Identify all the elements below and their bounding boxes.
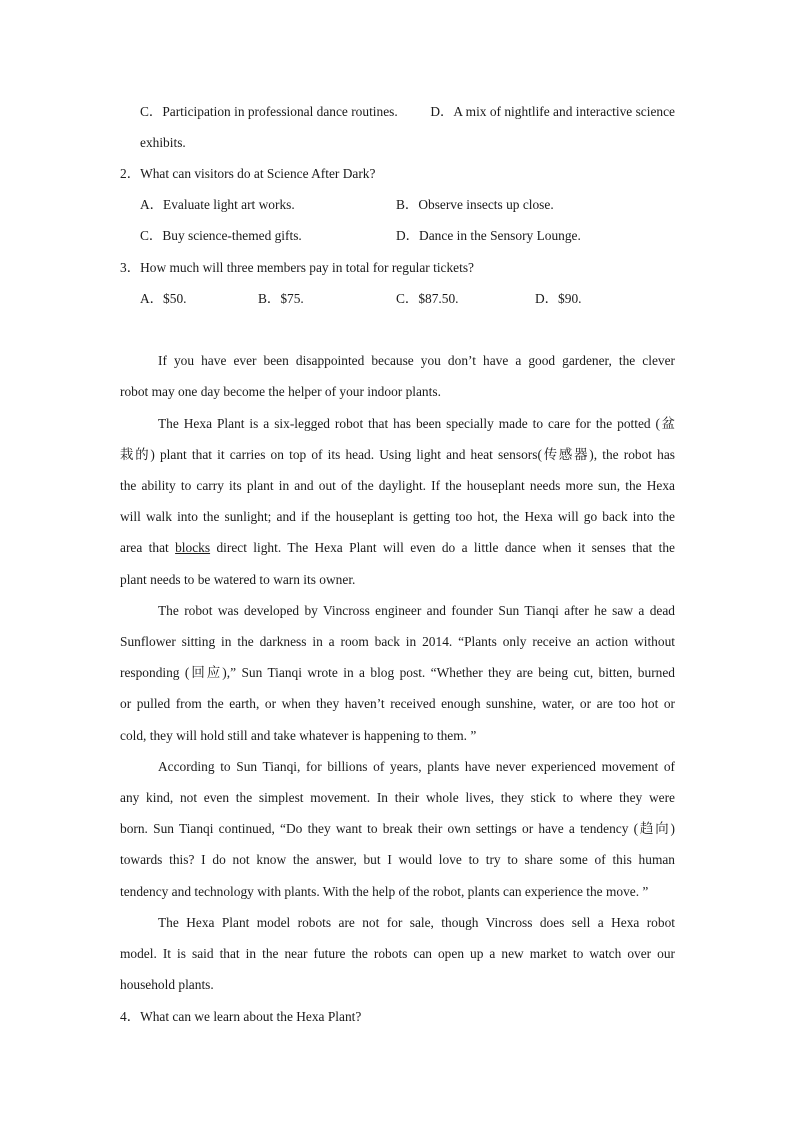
passage-p4-line4: towards this? I do not know the answer, but I would love to try to share some of this human [120,852,675,867]
passage-p2-line5 [120,540,675,556]
passage-p1-line2: robot may one day become the helper of your indoor plants. [120,384,441,399]
passage-p2-line4: will walk into the sunlight; and if the houseplant is getting too hot, the Hexa will go back into the [120,509,675,524]
passage-p3-line5: cold, they will hold still and take whatever is happening to them. ” [120,728,477,743]
q2-option-d: D．Dance in the Sensory Lounge. [396,228,581,243]
passage-p5-line3: household plants. [120,977,214,992]
passage-p2-line2: 栽的) plant that it carries on top of its head. Using light and heat sensors(传感器), the robot has [120,447,675,462]
passage-p2-line3: the ability to carry its plant in and out of the daylight. If the houseplant needs more sun, the Hexa [120,478,675,493]
q1-option-d: D．A mix of nightlife and interactive science [430,104,675,119]
passage-p2-line5-a: area that [120,540,176,555]
q3-option-a: A．$50. [140,291,187,306]
passage-p5-line2: model. It is said that in the near future the robots can open up a new market to watch over our [120,946,675,961]
passage-p3-line4: or pulled from the earth, or when they haven’t received enough sunshine, water, or are too hot or [120,696,675,711]
passage-p4-line2: any kind, not even the simplest movement. In their whole lives, they stick to where they were [120,790,675,805]
passage-p3-line3: responding (回应),” Sun Tianqi wrote in a blog post. “Whether they are being cut, bitten, burned [120,665,675,680]
passage-p2-line6: plant needs to be watered to warn its owner. [120,572,356,587]
underlined-word-blocks: blocks [175,540,211,555]
q1-option-c: C．Participation in professional dance routines. [140,104,398,119]
passage-p3-line1: The robot was developed by Vincross engineer and founder Sun Tianqi after he saw a dead [158,603,675,618]
q1-option-d-wrap: exhibits. [140,135,186,150]
q3-stem: 3．How much will three members pay in total for regular tickets? [120,260,475,275]
passage-p4-line3: born. Sun Tianqi continued, “Do they want to break their own settings or have a tendency (趋向) [120,821,675,836]
q3-option-b: B．$75. [258,291,304,306]
passage-p5-line1: The Hexa Plant model robots are not for sale, though Vincross does sell a Hexa robot [158,915,675,930]
q2-option-b: B．Observe insects up close. [396,197,554,212]
passage-p2-line1: The Hexa Plant is a six-legged robot that has been specially made to care for the potted (盆 [158,416,675,431]
q4-stem: 4．What can we learn about the Hexa Plant? [120,1009,362,1024]
passage-p2-line5-b: direct light. The Hexa Plant will even do a little dance when it senses that the [210,540,675,555]
passage-p1-line1: If you have ever been disappointed because you don’t have a good gardener, the clever [158,353,675,368]
q2-stem: 2．What can visitors do at Science After Dark? [120,166,376,181]
q3-option-c: C．$87.50. [396,291,459,306]
passage-p4-line5: tendency and technology with plants. With the help of the robot, plants can experience the move. ” [120,884,649,899]
q2-option-a: A．Evaluate light art works. [140,197,295,212]
q3-option-d: D．$90. [535,291,582,306]
passage-p3-line2: Sunflower sitting in the darkness in a room back in 2014. “Plants only receive an action without [120,634,675,649]
passage-p4-line1: According to Sun Tianqi, for billions of years, plants have never experienced movement of [158,759,675,774]
q2-option-c: C．Buy science-themed gifts. [140,228,302,243]
